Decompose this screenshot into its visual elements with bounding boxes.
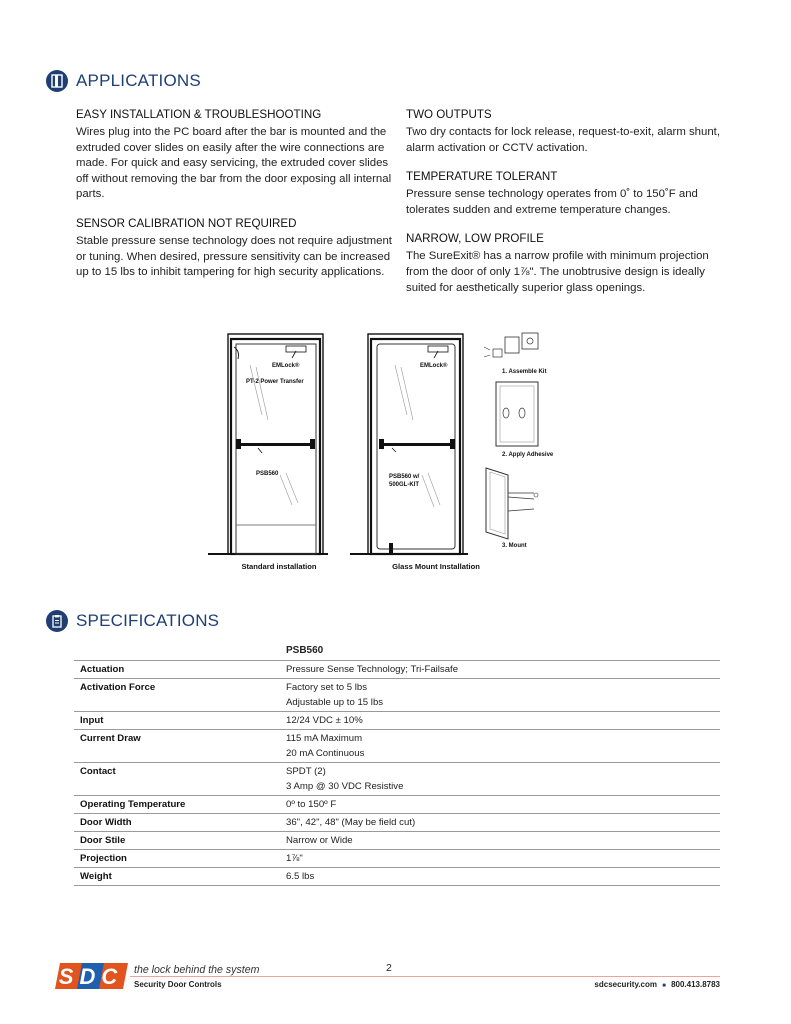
spec-value-cell <box>280 850 720 868</box>
step-adhesive-label: 2. Apply Adhesive <box>502 452 554 458</box>
door-icon <box>46 70 68 92</box>
glass-caption: Glass Mount Installation <box>392 562 480 571</box>
spec-value-cell <box>280 796 720 814</box>
website-link[interactable]: sdcsecurity.com <box>594 980 657 989</box>
glass-door-illustration <box>350 334 468 554</box>
psb560-kit-label: PSB560 w/ <box>389 474 420 480</box>
step-mount-label: 3. Mount <box>502 543 527 549</box>
spec-label: Weight <box>74 868 280 886</box>
spec-value: Factory set to 5 lbs <box>286 682 368 693</box>
pt2-label: PT-2 Power Transfer <box>246 379 304 385</box>
tagline: the lock behind the system <box>134 964 260 976</box>
mount-illustration <box>486 468 538 539</box>
psb560-kit-label: 500GL-KIT <box>389 482 420 488</box>
table-row <box>74 796 720 814</box>
spec-value-cell <box>280 679 720 712</box>
spec-value: 12/24 VDC ± 10% <box>286 715 363 726</box>
spec-label: Door Stile <box>74 832 280 850</box>
table-row <box>74 763 720 796</box>
feature-heading: NARROW, LOW PROFILE <box>406 232 544 246</box>
spec-value: 36", 42", 48" (May be field cut) <box>286 817 416 828</box>
specifications-header <box>46 610 219 632</box>
feature-heading: TWO OUTPUTS <box>406 108 492 121</box>
psb560-label: PSB560 <box>256 471 279 477</box>
phone-number: 800.413.8783 <box>671 980 720 989</box>
spec-label: Projection <box>74 850 280 868</box>
spec-value-cell <box>280 763 720 796</box>
spec-label: Operating Temperature <box>74 796 280 814</box>
spec-value: 115 mA Maximum <box>286 733 363 744</box>
installation-diagram <box>200 325 580 580</box>
company-name: Security Door Controls <box>134 980 222 989</box>
feature-text: Two dry contacts for lock release, request-to-exit, alarm shunt, alarm activation or CCTV activation. <box>406 126 721 154</box>
standard-door-illustration <box>208 334 328 554</box>
separator-icon: ■ <box>662 983 666 989</box>
emlock-label: EMLock® <box>272 363 300 369</box>
table-row <box>74 661 720 679</box>
feature-heading: SENSOR CALIBRATION NOT REQUIRED <box>76 216 297 230</box>
sdc-logo-mark <box>54 961 128 991</box>
table-row <box>74 730 720 763</box>
feature-heading: TEMPERATURE TOLERANT <box>406 170 558 184</box>
spec-value-cell <box>280 712 720 730</box>
feature-block <box>76 217 394 281</box>
table-header-row <box>74 642 720 661</box>
contact-line <box>560 980 720 989</box>
spec-value: 1⅞" <box>286 853 303 864</box>
applications-right-column <box>406 108 724 310</box>
applications-left-column <box>76 108 394 295</box>
spec-label: Door Width <box>74 814 280 832</box>
table-row <box>74 712 720 730</box>
spec-value: 3 Amp @ 30 VDC Resistive <box>286 781 404 792</box>
specifications-table-wrap <box>74 642 720 886</box>
spec-value-cell <box>280 832 720 850</box>
spec-value: Adjustable up to 15 lbs <box>286 697 384 708</box>
logo-text: SDC <box>58 964 124 989</box>
clipboard-icon <box>46 610 68 632</box>
table-row <box>74 832 720 850</box>
table-row <box>74 850 720 868</box>
applications-title: APPLICATIONS <box>76 71 201 90</box>
sdc-logo <box>54 961 128 991</box>
spec-value: Narrow or Wide <box>286 835 353 846</box>
spec-label: Input <box>74 712 280 730</box>
spec-label: Contact <box>74 763 280 796</box>
spec-label: Activation Force <box>74 679 280 712</box>
header-spacer <box>74 642 280 661</box>
adhesive-illustration <box>496 382 538 446</box>
feature-block <box>76 108 394 203</box>
footer-divider <box>130 976 720 977</box>
specifications-title: SPECIFICATIONS <box>76 611 220 630</box>
table-row <box>74 679 720 712</box>
spec-label: Actuation <box>74 661 280 679</box>
spec-value: 0º to 150º F <box>286 799 337 810</box>
spec-value: 6.5 lbs <box>286 871 315 882</box>
feature-text: Pressure sense technology operates from 0˚ to 150˚F and tolerates sudden and extreme temperature changes. <box>406 188 698 216</box>
specifications-table <box>74 642 720 886</box>
feature-text: The SureExit® has a narrow profile with minimum projection from the door of only 1⅞". The unobtrusive design is ideally suited for aesthetically superior glass openings. <box>406 250 709 294</box>
spec-value: 20 mA Continuous <box>286 748 365 759</box>
applications-header <box>46 70 201 92</box>
feature-text: Wires plug into the PC board after the bar is mounted and the extruded cover slides on easily after the wire connections are made. For quick and easy servicing, the extruded cover slides off without removing the bar from the door exposing all internal parts. <box>76 126 392 201</box>
page-number: 2 <box>386 962 392 974</box>
feature-block <box>406 232 724 296</box>
table-row <box>74 868 720 886</box>
spec-value: Pressure Sense Technology; Tri-Failsafe <box>286 664 459 675</box>
feature-heading: EASY INSTALLATION & TROUBLESHOOTING <box>76 108 322 121</box>
feature-block <box>406 108 724 156</box>
spec-value-cell <box>280 730 720 763</box>
feature-block <box>406 170 724 218</box>
column-header-psb560: PSB560 <box>286 645 324 656</box>
standard-caption: Standard installation <box>241 562 317 571</box>
spec-value-cell <box>280 868 720 886</box>
table-row <box>74 814 720 832</box>
kit-parts-illustration <box>484 333 538 357</box>
step-assemble-label: 1. Assemble Kit <box>502 369 547 375</box>
spec-value-cell <box>280 814 720 832</box>
spec-label: Current Draw <box>74 730 280 763</box>
spec-value-cell <box>280 661 720 679</box>
feature-text: Stable pressure sense technology does not require adjustment or tuning. When desired, pressure sensitivity can be increased up to 15 lbs to inhibit tampering for high security applications. <box>76 234 392 279</box>
emlock-label: EMLock® <box>420 363 448 369</box>
spec-value: SPDT (2) <box>286 766 326 777</box>
